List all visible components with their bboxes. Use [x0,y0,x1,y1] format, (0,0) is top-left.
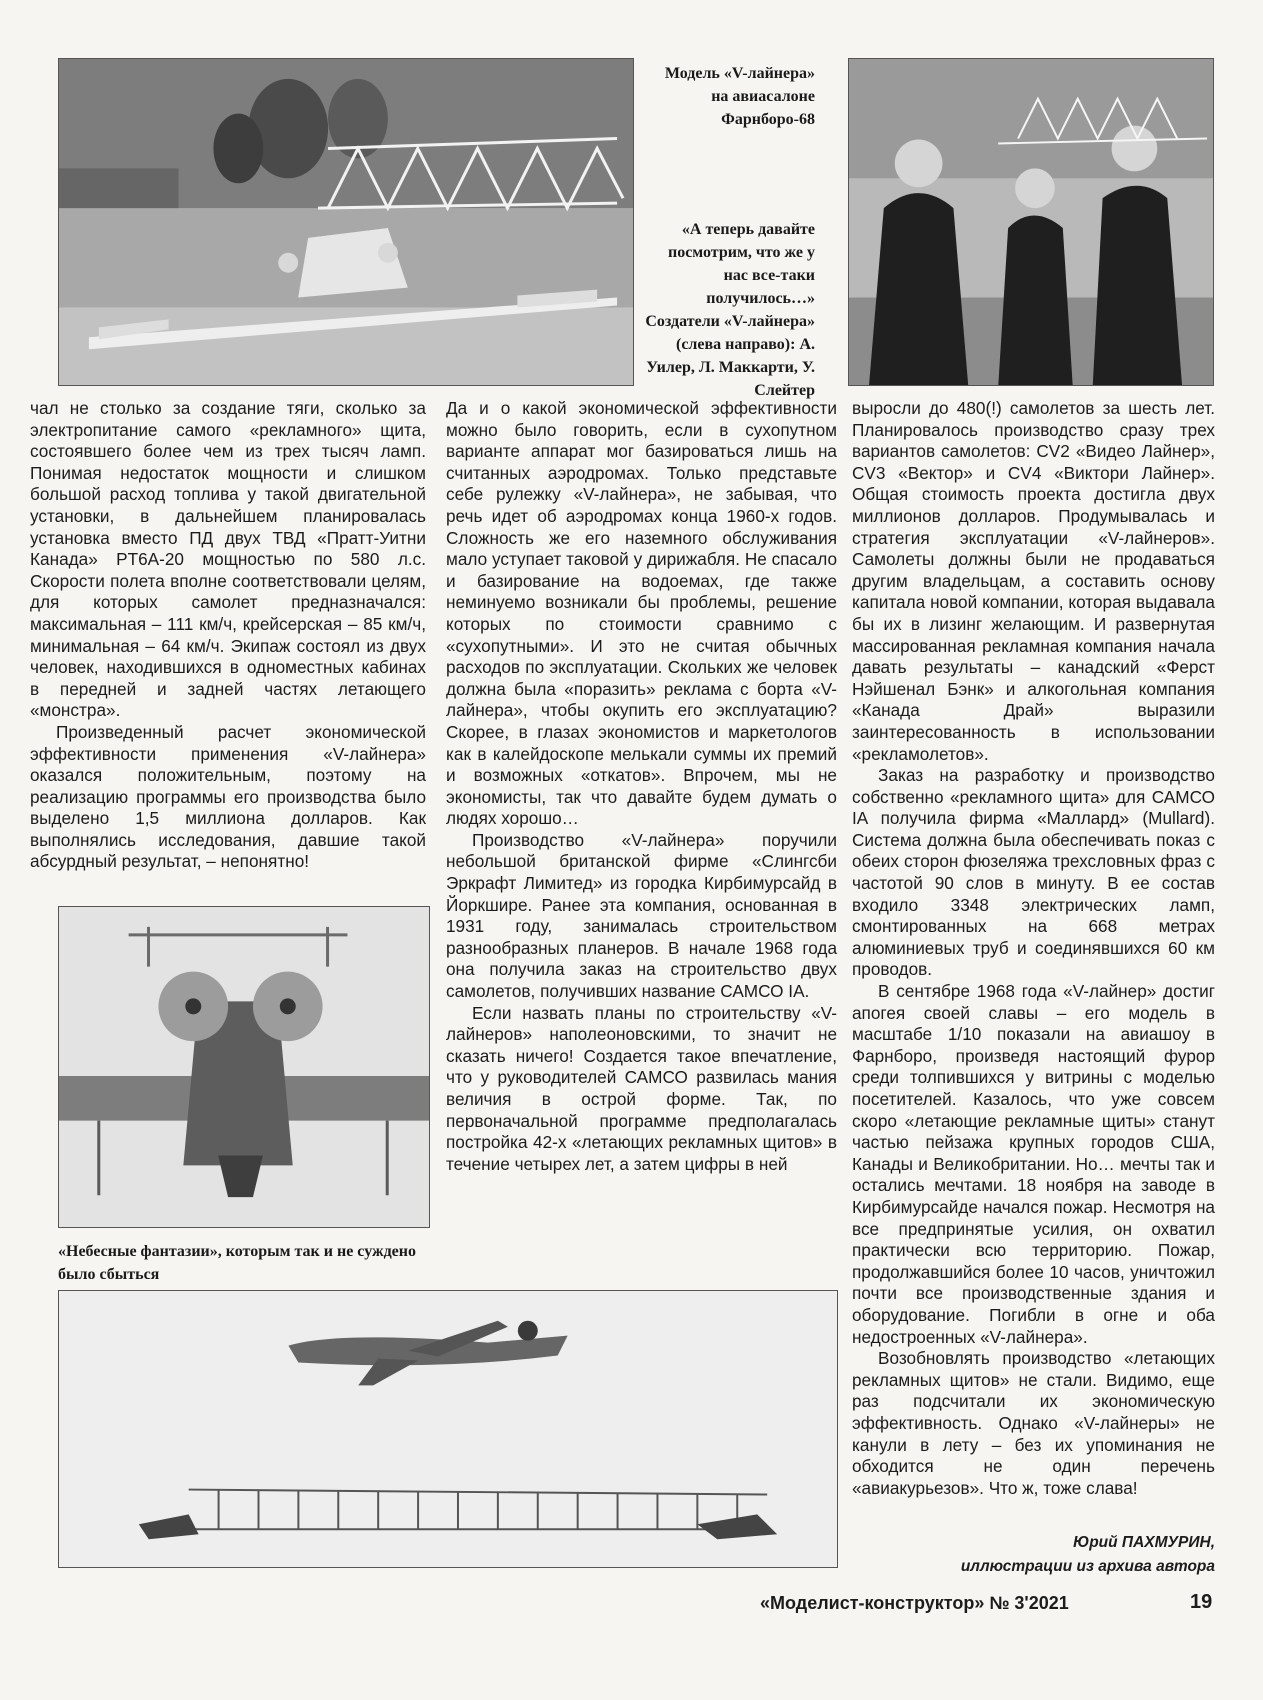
caption-fantasies: «Небесные фантазии», которым так и не суждено было сбыться [58,1243,416,1283]
paragraph: Производство «V-лайнера» поручили небольшой британской фирме «Слингсби Эркрафт Лимитед» из городка Кирбимурсайд в Йоркшире. Ранее эта компания, основанная в 1931 году, занималась строительством разнообразных планеров. В начале 1968 года она получила заказ на строительство двух самолетов, получивших название САМСО IA. [446,829,837,1002]
article-column-middle [446,398,837,1175]
photo-sky-fantasies [58,906,430,1228]
paragraph: Возобновлять производство «летающих рекламных щитов» не стали. Видимо, еще раз подсчитали их экономическую эффективность. Однако «V-лайнеры» не канули в лету – без их упоминания не обходится не один перечень «авиакурьезов». Что ж, тоже слава! [852,1348,1215,1498]
photo-creators-drawing [849,59,1213,385]
page-number: 19 [1190,1591,1213,1613]
author-name: Юрий ПАХМУРИН, [1073,1534,1215,1551]
paragraph: В сентябре 1968 года «V-лайнер» достиг апогея своей славы – его модель в масштабе 1/10 показали на авиашоу в Фарнборо, произведя настоящий фурор среди толпившихся у витрины с моделью посетителей. Казалось, что уже совсем скоро «летающие рекламные щиты» станут частью пейзажа крупных городов США, Канады и Великобритании. Но… мечты так и остались мечтами. 18 ноября на заводе в Кирбимурсайде начался пожар. Несмотря на все предпринятые усилия, он охватил практически всю территорию. Пожар, продолжавшийся более 10 часов, уничтожил почти все производственные здания и оборудование. Погибли в огне и оба недостроенных «V-лайнера». [852,981,1215,1347]
photo-airliner-drawing [59,1291,837,1567]
paragraph: Да и о какой экономической эффективности можно было говорить, если в сухопутном варианте аппарат мог базироваться лишь на считанных аэродромах. Только представьте себе рулежку «V-лайнера», не забывая, что речь идет об аэродромах конца 1960-х годов. Сложность же его наземного обслуживания мало уступает таковой у дирижабля. Не спасало и базирование на водоемах, где также неминуемо возникали бы проблемы, решение которых по стоимости сравнимо с «сухопутными». И это не считая обычных расходов по эксплуатации. Скольких же человек должна была «поразить» реклама с борта «V-лайнера», чтобы окупить его эксплуатацию? Скорее, в глазах экономистов и маркетологов как в калейдоскопе мелькали суммы их премий и возможных «откатов». Впрочем, мы не экономисты, так что давайте будем думать о людях хорошо… [446,398,837,829]
paragraph: выросли до 480(!) самолетов за шесть лет. Планировалось производство сразу трех вариантов самолетов: CV2 «Видео Лайнер», CV3 «Вектор» и CV4 «Виктори Лайнер». Общая стоимость проекта достигла двух миллионов долларов. Продумывалась и стратегия эксплуатации «V-лайнеров». Самолеты должны были не продаваться другим владельцам, а составить основу капитала новой компании, которая выдавала бы их в лизинг желающим. И развернутая массированная рекламная компания начала давать результаты – канадский «Ферст Нэйшенал Бэнк» и алкогольная компания «Канада Драй» выразили заинтересованность в использовании «рекламолетов». [852,398,1215,764]
caption-expo-model: Модель «V-лайнера» на авиасалоне Фарнборо-68 [664,65,815,128]
photo-vliner-creators [848,58,1214,386]
paragraph: Если назвать планы по строительству «V-лайнеров» наполеоновскими, то значит не сказать ничего! Создается такое впечатление, что у руководителей САМСО развилась мания величия в острой форме. Так, по первоначальной программе предполагалась постройка 42-х «летающих рекламных щитов» в течение четырех лет, а затем цифры в ней [446,1002,837,1174]
paragraph: чал не столько за создание тяги, сколько за электропитание самого «рекламного» щита, состоявшего более чем из трех тысяч ламп. Понимая недостаток мощности и слишком большой расход топлива у такой двигательной установки, в дальнейшем планировалась установка вместо ПД двух ТВД «Пратт-Уитни Канада» PT6A-20 мощностью по 580 л.с. Скорости полета вполне соответствовали целям, для которых самолет предназначался: максимальная – 111 км/ч, крейсерская – 85 км/ч, минимальная – 64 км/ч. Экипаж состоял из двух человек, находившихся в одноместных кабинах в передней и задней частях летающего «монстра». [30,398,426,721]
paragraph: Произведенный расчет экономической эффективности применения «V-лайнера» оказался положительным, поэтому на реализацию программы его производства было выделено 1,5 миллиона долларов. Как выполнялись исследования, давшие такой абсурдный результат, – непонятно! [30,721,426,872]
journal-issue: «Моделист-конструктор» № 3'2021 [760,1593,1069,1613]
illustration-credit: иллюстрации из архива автора [960,1558,1215,1575]
article-column-left [30,398,426,873]
caption-creators: «А теперь давайте посмотрим, что же у нас все-таки получилось…» Создатели «V-лайнера» (слева направо): А. Уилер, Л. Маккарти, У. Слейтер [645,221,815,399]
photo-vliner-model-farnborough [58,58,634,386]
photo-expo-drawing [59,59,633,385]
paragraph: Заказ на разработку и производство собственно «рекламного щита» для САМСО IA получила фирма «Маллард» (Mullard). Система должна была обеспечивать показ с обеих сторон фюзеляжа трехсловных фраз с частотой 90 слов в минуту. В ее состав входило 3348 электрических ламп, смонтированных на 668 метрах алюминиевых труб и соединявшихся 60 км проводов. [852,765,1215,980]
photo-airliner-and-vliner [58,1290,838,1568]
photo-fantasies-drawing [59,907,429,1227]
article-signature [961,1531,1215,1579]
article-column-right [852,398,1215,1499]
